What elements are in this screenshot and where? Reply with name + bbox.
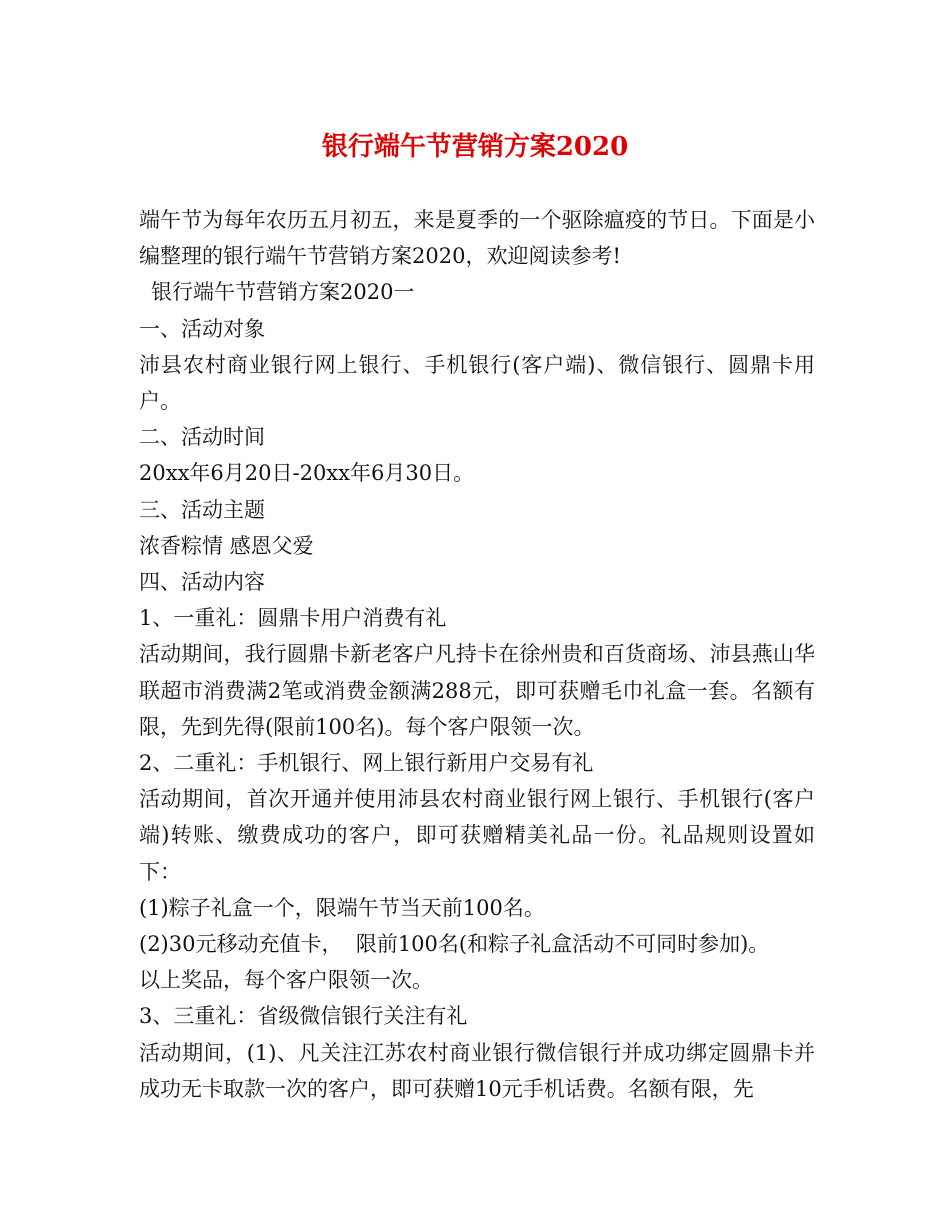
heading-gift-one: 1、一重礼：圆鼎卡用户消费有礼 xyxy=(139,606,447,631)
heading-activity-time: 二、活动时间 xyxy=(139,425,265,450)
heading-gift-three: 3、三重礼：省级微信银行关注有礼 xyxy=(139,1004,468,1029)
heading-activity-content: 四、活动内容 xyxy=(139,570,265,595)
heading-activity-target: 一、活动对象 xyxy=(139,316,265,341)
heading-activity-theme: 三、活动主题 xyxy=(139,497,265,522)
document-title: 银行端午节营销方案2020 xyxy=(321,132,629,162)
paragraph-gift-two: 活动期间，首次开通并使用沛县农村商业银行网上银行、手机银行(客户端)转账、缴费成功的客户，即可获赠精美礼品一份。礼品规则设置如下： xyxy=(139,787,815,884)
paragraph-gift-two-note: 以上奖品，每个客户限领一次。 xyxy=(139,968,433,993)
intro-paragraph: 端午节为每年农历五月初五，来是夏季的一个驱除瘟疫的节日。下面是小编整理的银行端午节营销方案2020，欢迎阅读参考! xyxy=(139,208,815,269)
paragraph-activity-time: 20xx年6月20日-20xx年6月30日。 xyxy=(139,461,475,486)
list-item-gift-two-1: (1)粽子礼盒一个，限端午节当天前100名。 xyxy=(139,895,545,920)
paragraph-activity-theme: 浓香粽情 感恩父爱 xyxy=(139,533,314,558)
list-item-gift-two-2: (2)30元移动充值卡， 限前100名(和粽子礼盒活动不可同时参加)。 xyxy=(139,932,770,957)
paragraph-activity-target: 沛县农村商业银行网上银行、手机银行(客户端)、微信银行、圆鼎卡用户。 xyxy=(139,352,815,414)
document-body xyxy=(139,202,815,1107)
heading-gift-two: 2、二重礼：手机银行、网上银行新用户交易有礼 xyxy=(139,751,594,776)
paragraph-gift-three: 活动期间，(1)、凡关注江苏农村商业银行微信银行并成功绑定圆鼎卡并成功无卡取款一次的客户，即可获赠10元手机话费。名额有限，先 xyxy=(139,1040,815,1101)
paragraph-gift-one: 活动期间，我行圆鼎卡新老客户凡持卡在徐州贵和百货商场、沛县燕山华联超市消费满2笔或消费金额满288元，即可获赠毛巾礼盒一套。名额有限，先到先得(限前100名)。每个客户限领一次。 xyxy=(139,642,815,739)
section-heading-plan-one: 银行端午节营销方案2020一 xyxy=(151,280,415,305)
